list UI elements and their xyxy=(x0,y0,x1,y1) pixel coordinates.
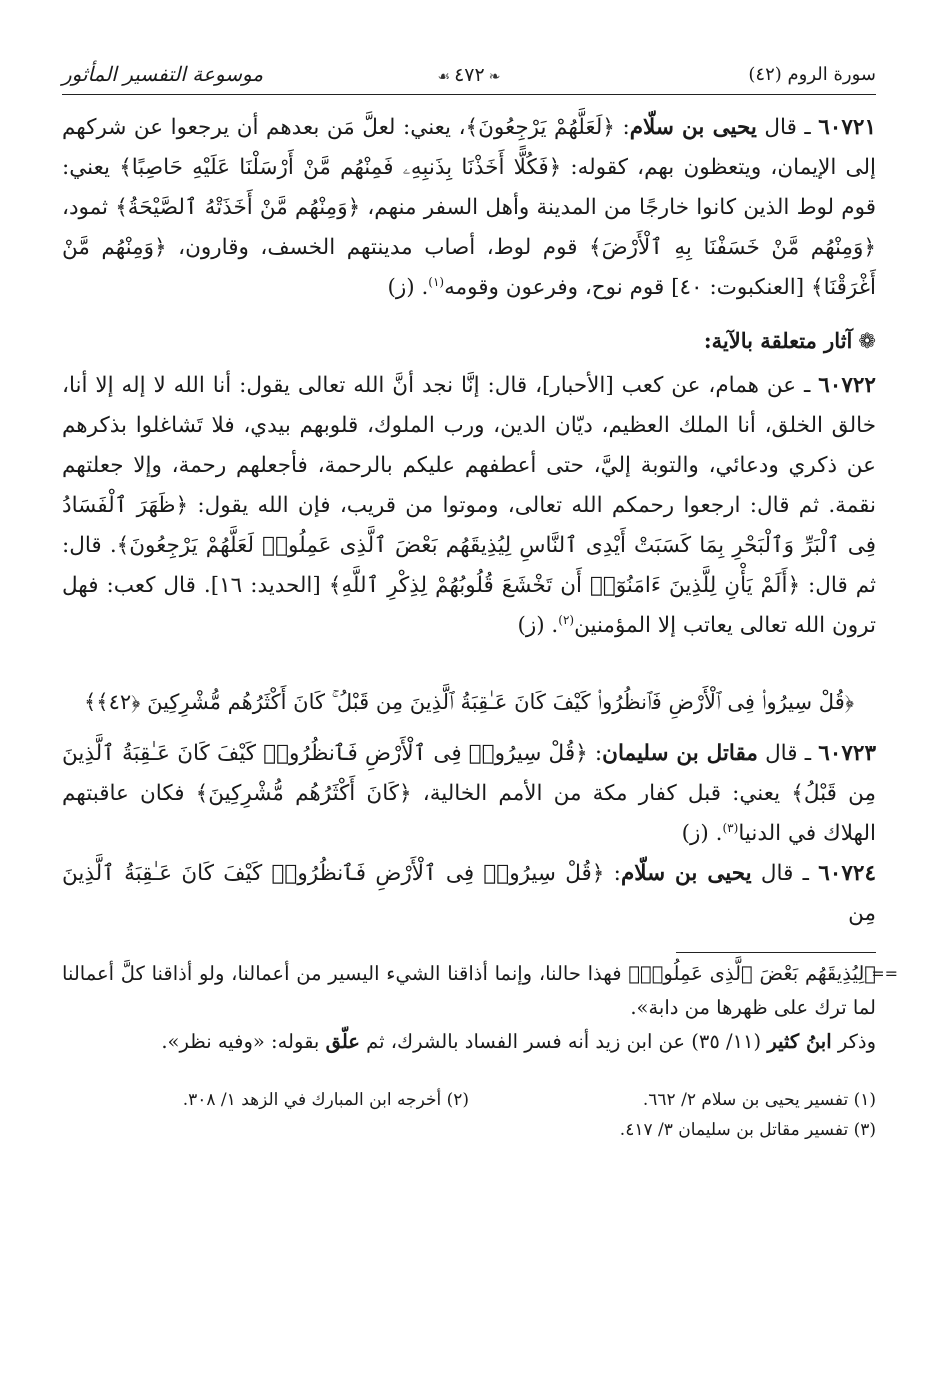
ornament-icon: ☙ xyxy=(437,69,451,85)
continuation-marker: == xyxy=(871,964,898,983)
entry-number: ٦٠٧٢٢ xyxy=(818,373,876,398)
note-line-1: ﴿لِيُذِيقَهُم بَعْضَ ٱلَّذِى عَمِلُوا۟﴾ فهذا حالنا، وإنما أذاقنا الشيء اليسير من أعمالنا، ولو أذاقنا كلَّ أعمالنا لما ترك على ظهرها من دابة». xyxy=(62,962,876,1019)
scholar-name: ابنُ كثير xyxy=(767,1030,832,1053)
footnote-divider xyxy=(676,952,876,953)
footnote-1: (١) تفسير يحيى بن سلام ٢/ ٦٦٢. xyxy=(642,1090,876,1110)
entry-body: : ﴿قُلْ سِيرُوا۟ فِى ٱلْأَرْضِ فَٱنظُرُوا۟ كَيْفَ كَانَ عَـٰقِبَةُ ٱلَّذِينَ مِن xyxy=(62,861,876,926)
footnote-2: (٢) أخرجه ابن المبارك في الزهد ١/ ٣٠٨. xyxy=(182,1090,469,1110)
footnote-3: (٣) تفسير مقاتل بن سليمان ٣/ ٤١٧. xyxy=(619,1120,876,1140)
running-header xyxy=(62,58,876,108)
note-text: بقوله: «وفيه نظر». xyxy=(161,1030,320,1053)
narrator-name: مقاتل بن سليمان xyxy=(602,741,758,766)
entry-body: : ﴿قُلْ سِيرُوا۟ فِى ٱلْأَرْضِ فَٱنظُرُوا۟ كَيْفَ كَانَ عَـٰقِبَةُ ٱلَّذِينَ مِن قَبْلُ﴾ يعني: قبل كفار مكة من الأمم الخالية، ﴿كَانَ أَكْثَرُهُم مُّشْرِكِينَ﴾ فكان عاقبتهم الهلاك في الدنيا xyxy=(62,741,876,846)
surah-title: سورة الروم (٤٢) xyxy=(748,64,876,85)
note-text: (١١/ ٣٥) عن ابن زيد أنه فسر الفساد بالشرك، ثم xyxy=(366,1030,762,1053)
section-heading xyxy=(62,322,876,360)
entry-60721 xyxy=(62,108,876,308)
note-continuation xyxy=(62,957,898,1025)
narrator-name: يحيى بن سلّام xyxy=(620,861,752,886)
footnote-marker: (٢) xyxy=(558,612,575,627)
entry-intro: ـ قال xyxy=(760,861,809,886)
book-title: موسوعة التفسير المأثور xyxy=(62,62,264,86)
ornament-icon: ❧ xyxy=(488,69,501,85)
narrator-name: يحيى بن سلّام xyxy=(629,115,757,140)
footnote-marker: (١) xyxy=(428,274,445,289)
entry-60722 xyxy=(62,366,876,646)
note-line-2 xyxy=(62,1025,876,1059)
note-text: وذكر xyxy=(837,1030,876,1053)
entry-tail: . (ز) xyxy=(517,613,559,638)
section-title-text: آثار متعلقة بالآية: xyxy=(703,328,853,353)
entry-number: ٦٠٧٢٤ xyxy=(818,861,876,886)
entry-number: ٦٠٧٢١ xyxy=(818,115,876,140)
header-rule xyxy=(62,94,876,95)
quran-verse: ﴿قُلْ سِيرُوا۟ فِى ٱلْأَرْضِ فَٱنظُرُوا۟ كَيْفَ كَانَ عَـٰقِبَةُ ٱلَّذِينَ مِن قَبْلُ ۚ كَانَ أَكْثَرُهُم مُّشْرِكِينَ ﴿٤٢﴾﴾ xyxy=(83,690,855,714)
entry-intro: ـ قال xyxy=(764,115,811,140)
entry-body: : ﴿لَعَلَّهُمْ يَرْجِعُونَ﴾، يعني: لعلَّ مَن بعدهم أن يرجعوا عن شركهم إلى الإيمان، ويتعظون بهم، كقوله: ﴿فَكُلًّا أَخَذْنَا بِذَنبِهِۦ فَمِنْهُم مَّنْ أَرْسَلْنَا عَلَيْهِ حَاصِبًا﴾ يعني: قوم لوط الذين كانوا خارجًا من المدينة وأهل السفر منهم، ﴿وَمِنْهُم مَّنْ أَخَذَتْهُ ٱلصَّيْحَةُ﴾ ثمود، ﴿وَمِنْهُم مَّنْ خَسَفْنَا بِهِ ٱلْأَرْضَ﴾ قوم لوط، أصاب مدينتهم الخسف، وقارون، ﴿وَمِنْهُم مَّنْ أَغْرَقْنَا﴾ [العنكبوت: ٤٠] قوم نوح، وفرعون وقومه xyxy=(62,115,876,300)
footnote-marker: (٣) xyxy=(722,820,739,835)
entry-tail: . (ز) xyxy=(387,275,429,300)
note-emphasis: علّق xyxy=(325,1030,360,1053)
entry-body: ـ عن همام، عن كعب [الأحبار]، قال: إنَّا نجد أنَّ الله تعالى يقول: أنا الله لا إله إلا أنا، خالق الخلق، أنا الملك العظيم، ديّان الدين، ورب الملوك، قلوبهم بيدي، فلا تَشاغلوا بذكرهم عن ذكري ودعائي، والتوبة إليَّ، حتى أعطفهم عليكم بالرحمة، فأجعلهم رحمة، وإلا جعلتهم نقمة. ثم قال: ارجعوا رحمكم الله تعالى، وموتوا من قريب، فإن الله يقول: ﴿ظَهَرَ ٱلْفَسَادُ فِى ٱلْبَرِّ وَٱلْبَحْرِ بِمَا كَسَبَتْ أَيْدِى ٱلنَّاسِ لِيُذِيقَهُم بَعْضَ ٱلَّذِى عَمِلُوا۟ لَعَلَّهُمْ يَرْجِعُونَ﴾. قال: ثم قال: ﴿أَلَمْ يَأْنِ لِلَّذِينَ ءَامَنُوٓا۟ أَن تَخْشَعَ قُلُوبُهُمْ لِذِكْرِ ٱللَّهِ﴾ [الحديد: ١٦]. قال كعب: فهل ترون الله تعالى يعاتب إلا المؤمنين xyxy=(62,373,877,638)
entry-number: ٦٠٧٢٣ xyxy=(818,741,876,766)
entry-tail: . (ز) xyxy=(681,821,723,846)
book-page xyxy=(62,58,898,1358)
page-number: ٤٧٢ xyxy=(454,64,485,86)
entry-intro: ـ قال xyxy=(765,741,812,766)
page-number-block xyxy=(434,64,505,86)
footnotes xyxy=(62,1085,876,1145)
entry-60723 xyxy=(62,734,876,854)
flower-ornament-icon: ❁ xyxy=(858,329,876,353)
entry-60724 xyxy=(62,854,876,934)
